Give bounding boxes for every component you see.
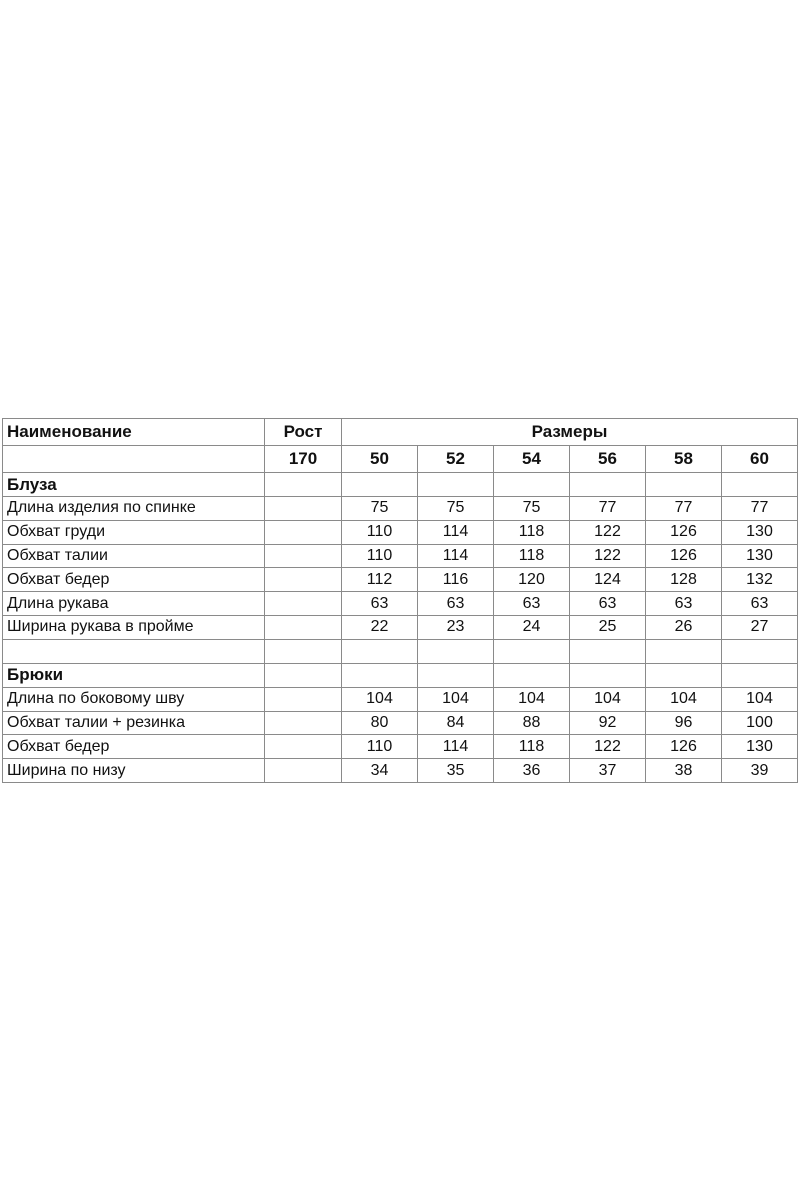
table-row: [3, 592, 798, 616]
measurement-value: 80: [342, 711, 418, 735]
empty-cell: [570, 473, 646, 497]
table-row: [3, 615, 798, 639]
empty-cell: [722, 663, 798, 687]
empty-cell: [265, 592, 342, 616]
section-title: Блуза: [3, 473, 265, 497]
measurement-value: 23: [418, 615, 494, 639]
measurement-value: 36: [494, 759, 570, 783]
measurement-value: 104: [722, 687, 798, 711]
table-row: [3, 544, 798, 568]
empty-cell: [646, 663, 722, 687]
empty-cell: [494, 639, 570, 663]
table-row: [3, 735, 798, 759]
section-title: Брюки: [3, 663, 265, 687]
size-numbers-row: [3, 446, 798, 473]
empty-cell: [418, 639, 494, 663]
measurement-label: Длина по боковому шву: [3, 687, 265, 711]
size-header: 52: [418, 446, 494, 473]
measurement-value: 122: [570, 735, 646, 759]
empty-cell: [265, 759, 342, 783]
measurement-label: Обхват талии + резинка: [3, 711, 265, 735]
measurement-value: 130: [722, 735, 798, 759]
measurement-value: 116: [418, 568, 494, 592]
table-row: [3, 568, 798, 592]
empty-cell: [3, 639, 265, 663]
size-chart-table: [2, 418, 798, 783]
measurement-value: 75: [342, 497, 418, 521]
empty-cell: [494, 473, 570, 497]
size-header: 56: [570, 446, 646, 473]
empty-cell: [3, 446, 265, 473]
empty-cell: [265, 473, 342, 497]
measurement-value: 38: [646, 759, 722, 783]
table-row: [3, 687, 798, 711]
measurement-value: 114: [418, 544, 494, 568]
table-row: [3, 497, 798, 521]
height-value: 170: [265, 446, 342, 473]
measurement-value: 96: [646, 711, 722, 735]
measurement-label: Ширина по низу: [3, 759, 265, 783]
measurement-value: 27: [722, 615, 798, 639]
empty-cell: [342, 639, 418, 663]
measurement-value: 104: [342, 687, 418, 711]
measurement-value: 63: [342, 592, 418, 616]
table-row: [3, 759, 798, 783]
empty-cell: [265, 687, 342, 711]
measurement-value: 112: [342, 568, 418, 592]
measurement-value: 63: [722, 592, 798, 616]
empty-cell: [494, 663, 570, 687]
measurement-value: 37: [570, 759, 646, 783]
empty-cell: [570, 663, 646, 687]
measurement-value: 84: [418, 711, 494, 735]
empty-cell: [418, 663, 494, 687]
measurement-value: 35: [418, 759, 494, 783]
measurement-value: 130: [722, 544, 798, 568]
table-row: [3, 520, 798, 544]
empty-cell: [722, 473, 798, 497]
measurement-value: 120: [494, 568, 570, 592]
measurement-value: 126: [646, 520, 722, 544]
measurement-value: 104: [646, 687, 722, 711]
measurement-value: 118: [494, 544, 570, 568]
measurement-label: Обхват талии: [3, 544, 265, 568]
empty-cell: [646, 473, 722, 497]
empty-cell: [342, 473, 418, 497]
empty-cell: [265, 639, 342, 663]
measurement-value: 124: [570, 568, 646, 592]
measurement-value: 132: [722, 568, 798, 592]
size-header: 50: [342, 446, 418, 473]
name-column-header: Наименование: [3, 419, 265, 446]
measurement-value: 114: [418, 735, 494, 759]
measurement-value: 118: [494, 520, 570, 544]
measurement-value: 122: [570, 544, 646, 568]
size-header: 54: [494, 446, 570, 473]
measurement-value: 63: [418, 592, 494, 616]
size-header: 60: [722, 446, 798, 473]
measurement-value: 88: [494, 711, 570, 735]
header-row: [3, 419, 798, 446]
measurement-value: 126: [646, 735, 722, 759]
measurement-value: 25: [570, 615, 646, 639]
empty-cell: [265, 711, 342, 735]
measurement-value: 104: [570, 687, 646, 711]
section-header-row: [3, 473, 798, 497]
measurement-value: 126: [646, 544, 722, 568]
empty-cell: [265, 520, 342, 544]
empty-cell: [265, 615, 342, 639]
spacer-row: [3, 639, 798, 663]
measurement-value: 104: [494, 687, 570, 711]
measurement-value: 110: [342, 520, 418, 544]
measurement-label: Длина изделия по спинке: [3, 497, 265, 521]
measurement-value: 63: [570, 592, 646, 616]
empty-cell: [265, 544, 342, 568]
measurement-value: 75: [418, 497, 494, 521]
table-row: [3, 711, 798, 735]
measurement-label: Ширина рукава в пройме: [3, 615, 265, 639]
measurement-value: 22: [342, 615, 418, 639]
measurement-value: 114: [418, 520, 494, 544]
empty-cell: [265, 735, 342, 759]
measurement-value: 122: [570, 520, 646, 544]
measurement-value: 26: [646, 615, 722, 639]
measurement-value: 24: [494, 615, 570, 639]
measurement-value: 63: [494, 592, 570, 616]
measurement-value: 130: [722, 520, 798, 544]
empty-cell: [418, 473, 494, 497]
empty-cell: [265, 568, 342, 592]
measurement-label: Обхват бедер: [3, 568, 265, 592]
measurement-label: Обхват груди: [3, 520, 265, 544]
measurement-value: 77: [646, 497, 722, 521]
empty-cell: [570, 639, 646, 663]
empty-cell: [722, 639, 798, 663]
measurement-label: Длина рукава: [3, 592, 265, 616]
empty-cell: [342, 663, 418, 687]
measurement-value: 63: [646, 592, 722, 616]
sizes-column-header: Размеры: [342, 419, 798, 446]
measurement-value: 75: [494, 497, 570, 521]
size-header: 58: [646, 446, 722, 473]
measurement-value: 104: [418, 687, 494, 711]
empty-cell: [265, 497, 342, 521]
measurement-value: 92: [570, 711, 646, 735]
measurement-value: 34: [342, 759, 418, 783]
measurement-value: 128: [646, 568, 722, 592]
empty-cell: [646, 639, 722, 663]
measurement-value: 110: [342, 544, 418, 568]
measurement-value: 100: [722, 711, 798, 735]
section-header-row: [3, 663, 798, 687]
measurement-value: 77: [722, 497, 798, 521]
measurement-value: 39: [722, 759, 798, 783]
measurement-value: 77: [570, 497, 646, 521]
empty-cell: [265, 663, 342, 687]
measurement-value: 118: [494, 735, 570, 759]
measurement-label: Обхват бедер: [3, 735, 265, 759]
height-column-header: Рост: [265, 419, 342, 446]
measurement-value: 110: [342, 735, 418, 759]
